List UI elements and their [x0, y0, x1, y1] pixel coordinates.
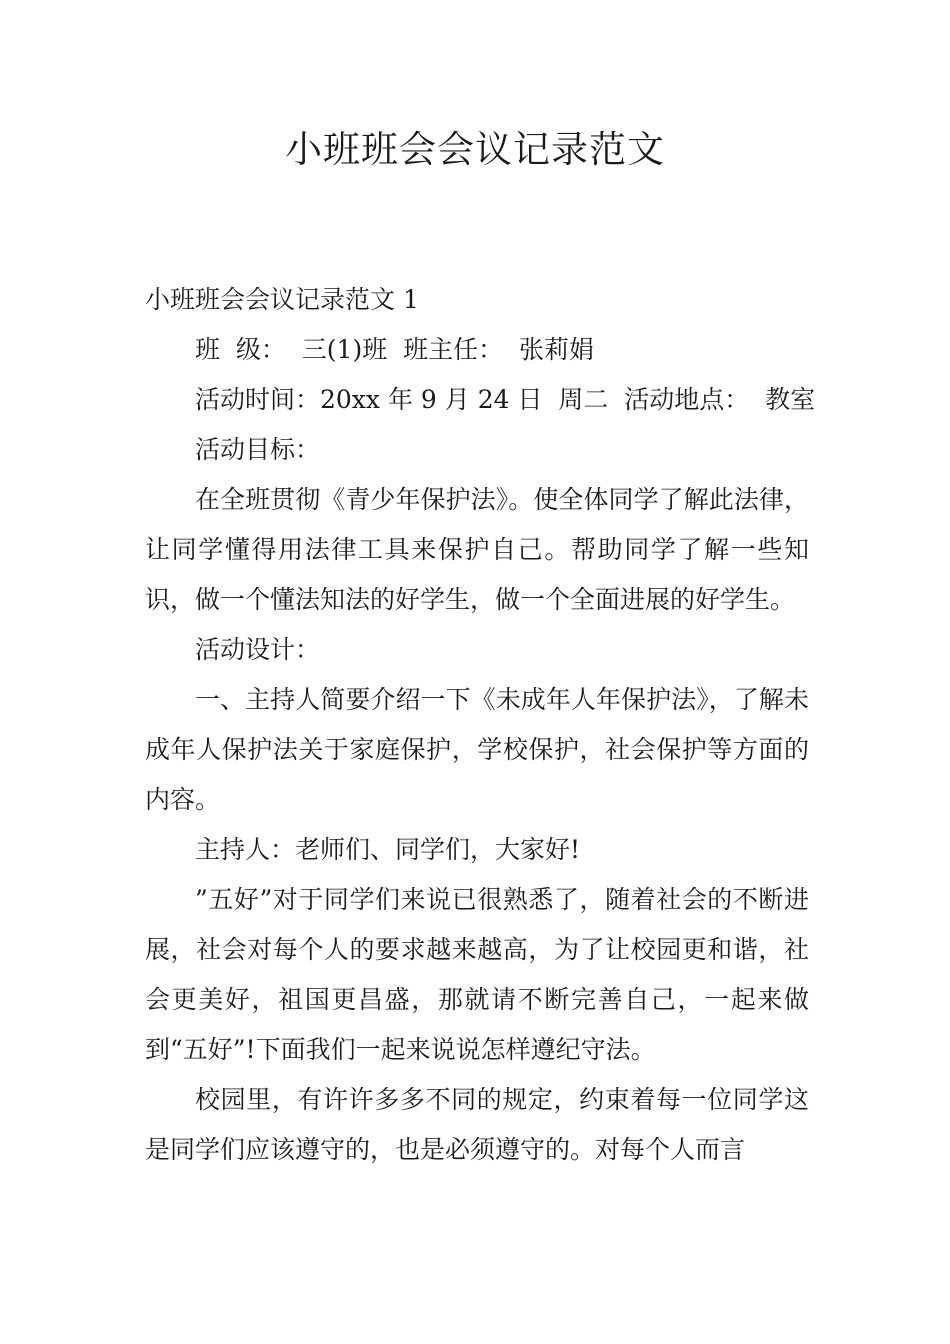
class-info-line: 班 级： 三(1)班 班主任： 张莉娟	[195, 335, 594, 364]
activity-goal-paragraph: 在全班贯彻《青少年保护法》。使全体同学了解此法律，让同学懂得用法律工具来保护自己。帮助同学了解一些知识，做一个懂法知法的好学生，做一个全面进展的好学生。	[145, 485, 809, 614]
document-title: 小班班会会议记录范文	[285, 128, 665, 171]
document-body	[145, 275, 816, 1175]
activity-goal-label: 活动目标：	[195, 435, 321, 464]
host-greeting-line: 主持人：老师们、同学们，大家好!	[195, 835, 581, 864]
activity-design-label: 活动设计：	[195, 635, 321, 664]
wuhao-paragraph: ”五好”对于同学们来说已很熟悉了，随着社会的不断进展，社会对每个人的要求越来越高，为了让校园更和谐，社会更美好，祖国更昌盛，那就请不断完善自己，一起来做到“五好”!下面我们一起来说说怎样遵纪守法。	[145, 885, 809, 1064]
section-heading: 小班班会会议记录范文 1	[145, 285, 419, 314]
design-item-1-paragraph: 一、主持人简要介绍一下《未成年人年保护法》，了解未成年人保护法关于家庭保护，学校保护，社会保护等方面的内容。	[145, 685, 809, 814]
activity-time-line: 活动时间：20xx 年 9 月 24 日 周二 活动地点： 教室	[195, 385, 816, 414]
school-rules-paragraph: 校园里，有许许多多不同的规定，约束着每一位同学这是同学们应该遵守的，也是必须遵守的。对每个人而言	[145, 1085, 809, 1164]
